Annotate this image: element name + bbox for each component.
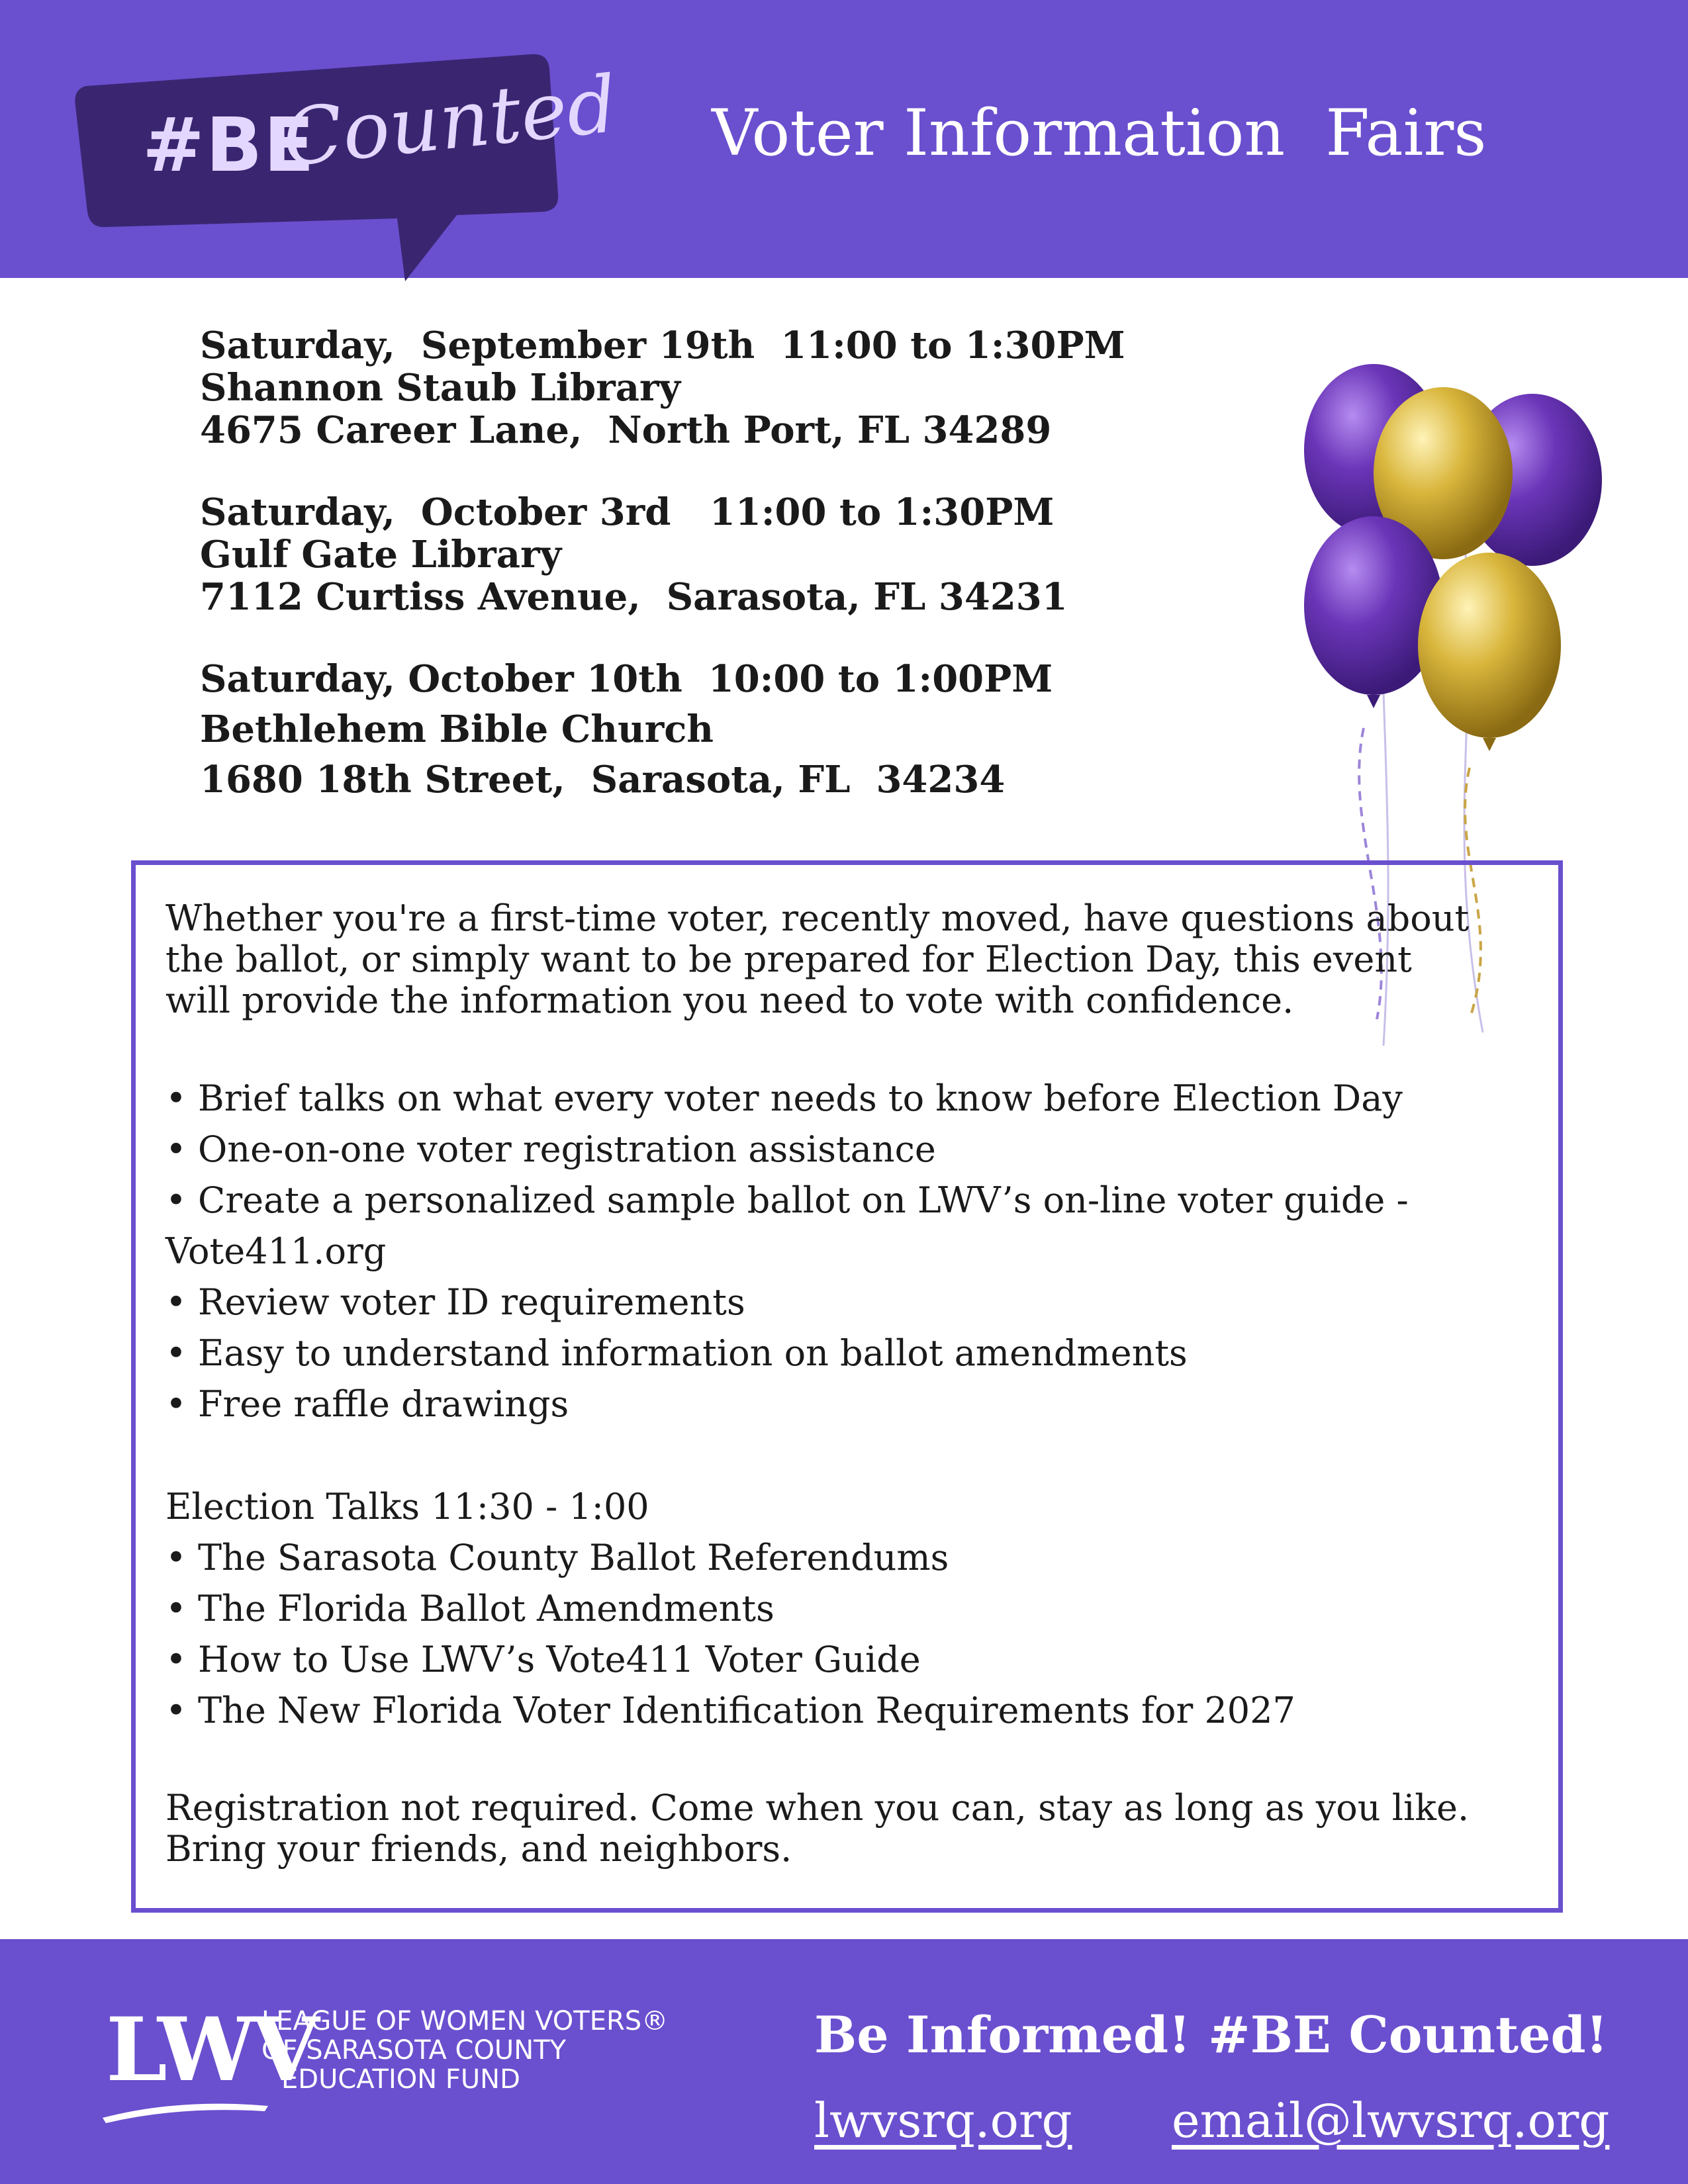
badge-script-text: Counted bbox=[278, 58, 622, 184]
talks-heading: Election Talks 11:30 - 1:00 bbox=[165, 1486, 649, 1527]
org-name-line: EDUCATION FUND bbox=[281, 2064, 520, 2095]
list-item: • The New Florida Voter Identification Requirements for 2027 bbox=[165, 1690, 1295, 1731]
closing-note: Registration not required. Come when you can, stay as long as you like. Bring your friends, and neighbors. bbox=[165, 1787, 1470, 1870]
event-date-time: Saturday, October 10th 10:00 to 1:00PM bbox=[200, 657, 1053, 701]
be-counted-badge bbox=[0, 0, 622, 285]
page-title: Voter Information Fairs bbox=[712, 96, 1487, 170]
slogan: Be Informed! #BE Counted! bbox=[814, 2005, 1608, 2064]
event-item bbox=[200, 658, 1325, 801]
list-item: • Free raffle drawings bbox=[165, 1383, 569, 1425]
footer-banner bbox=[0, 1939, 1688, 2184]
event-date-time: Saturday, September 19th 11:00 to 1:30PM bbox=[200, 324, 1125, 367]
event-date-time: Saturday, October 3rd 11:00 to 1:30PM bbox=[200, 490, 1055, 534]
event-address: 1680 18th Street, Sarasota, FL 34234 bbox=[200, 758, 1006, 801]
event-item bbox=[200, 324, 1325, 451]
event-list bbox=[200, 324, 1325, 841]
badge-hashtag: #BE bbox=[142, 103, 316, 189]
event-details-box bbox=[131, 860, 1563, 1913]
org-name bbox=[261, 2007, 668, 2094]
event-item bbox=[200, 491, 1325, 618]
event-venue: Gulf Gate Library bbox=[200, 533, 562, 576]
list-item: • One-on-one voter registration assistance bbox=[165, 1128, 936, 1170]
event-address: 7112 Curtiss Avenue, Sarasota, FL 34231 bbox=[200, 575, 1068, 619]
feature-list bbox=[165, 1073, 1532, 1430]
email-link[interactable]: email@lwvsrq.org bbox=[1172, 2093, 1610, 2148]
website-link[interactable]: lwvsrq.org bbox=[814, 2093, 1072, 2148]
logo-swoosh-icon bbox=[99, 2098, 271, 2124]
event-address: 4675 Career Lane, North Port, FL 34289 bbox=[200, 408, 1052, 452]
header-banner bbox=[0, 0, 1688, 278]
org-name-line: LEAGUE OF WOMEN VOTERS® bbox=[261, 2006, 669, 2036]
list-item: • Brief talks on what every voter needs to know before Election Day bbox=[165, 1077, 1403, 1119]
list-item: • The Florida Ballot Amendments bbox=[165, 1588, 774, 1629]
list-item: • How to Use LWV’s Vote411 Voter Guide bbox=[165, 1639, 921, 1680]
election-talks bbox=[165, 1481, 1532, 1736]
list-item: • Easy to understand information on ballot amendments bbox=[165, 1332, 1188, 1374]
intro-paragraph: Whether you're a first-time voter, recently moved, have questions about the ballot, or simply want to be prepared for Election Day, this event will provide the information you need to vote with confidence. bbox=[165, 897, 1470, 1021]
list-item: • The Sarasota County Ballot Referendums bbox=[165, 1537, 949, 1578]
list-item: • Review voter ID requirements bbox=[165, 1281, 745, 1323]
event-details-content bbox=[165, 898, 1532, 1870]
lwv-logo-mark: LWV bbox=[106, 1999, 316, 2101]
list-item: • Create a personalized sample ballot on LWV’s on-line voter guide - bbox=[165, 1179, 1409, 1221]
event-venue: Bethlehem Bible Church bbox=[200, 707, 714, 751]
event-venue: Shannon Staub Library bbox=[200, 366, 681, 410]
list-item: Vote411.org bbox=[165, 1230, 387, 1272]
org-name-line: OF SARASOTA COUNTY bbox=[261, 2035, 566, 2066]
